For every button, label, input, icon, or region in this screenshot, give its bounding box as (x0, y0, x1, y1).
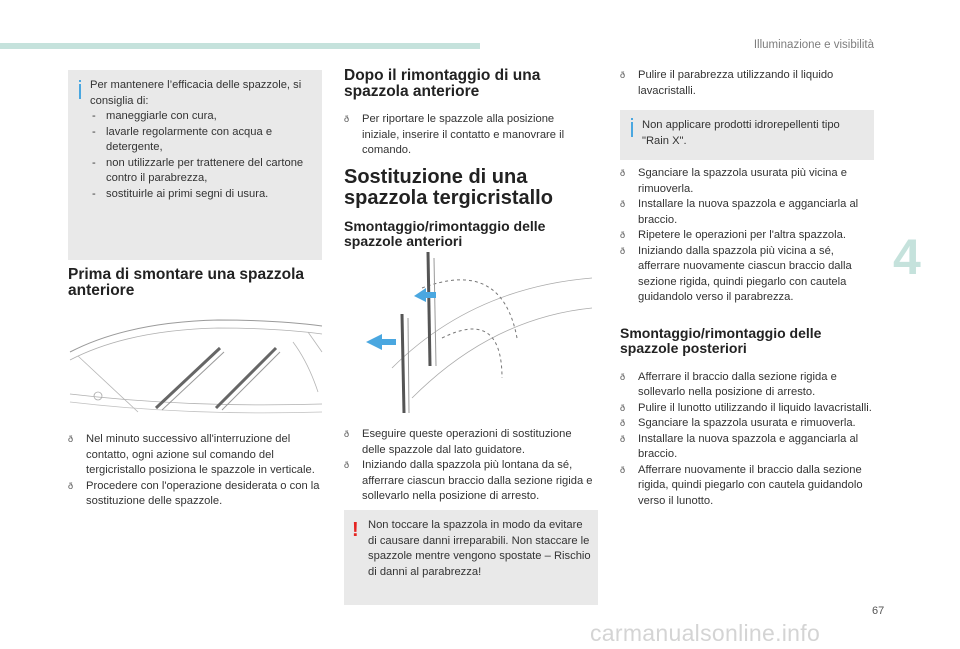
info-icon (631, 122, 633, 137)
info-text: Non applicare prodotti idrorepellenti tipo "Rain X". (642, 119, 840, 147)
info-item: - sostituirle ai primi segni di usura. (90, 187, 316, 203)
bullet-item: ð Afferrare il braccio dalla sezione rigida e sollevarlo nella posizione di arresto. (620, 370, 874, 401)
bullet-item: ð Pulire il parabrezza utilizzando il liquido lavacristalli. (620, 68, 874, 99)
warning-box (344, 510, 598, 605)
bullet-item: ð Afferrare nuovamente il braccio dalla sezione rigida, quindi piegarlo con cautela guidandolo verso il lunotto. (620, 463, 874, 510)
warning-icon: ! (352, 519, 359, 541)
bullet-item: ð Eseguire queste operazioni di sostituzione delle spazzole dal lato guidatore. (344, 427, 598, 458)
bullet-item: ð Iniziando dalla spazzola più vicina a sé, afferrare nuovamente ciascun braccio dalla sezione rigida, quindi piegarlo con cautela guidandolo verso il parabrezza. (620, 244, 874, 306)
info-box-maintenance (68, 70, 322, 260)
section-title: Illuminazione e visibilità (753, 39, 874, 51)
bullet-item: ð Per riportare le spazzole alla posizione iniziale, inserire il contatto e manovrare il comando. (344, 112, 594, 159)
info-box-rainx (620, 110, 874, 160)
bullet-item: ð Sganciare la spazzola usurata e rimuoverla. (620, 416, 874, 432)
wiper-raise-illustration (352, 248, 592, 414)
heading-before-removal: Prima di smontare una spazzola anteriore (68, 266, 305, 299)
bullet-item: ð Installare la nuova spazzola e agganciarla al braccio. (620, 432, 874, 463)
info-icon (79, 84, 81, 99)
bullet-item: ð Procedere con l'operazione desiderata o con la sostituzione delle spazzole. (68, 479, 322, 510)
info-item: - maneggiarle con cura, (90, 109, 316, 125)
heading-rear-wipers: Smontaggio/rimontaggio delle spazzole posteriori (620, 324, 822, 356)
page-number: 67 (872, 605, 885, 617)
bullet-item: ð Iniziando dalla spazzola più lontana da sé, afferrare ciascun braccio dalla sezione rigida e sollevarlo nella posizione di arresto. (344, 458, 598, 505)
warning-text: Non toccare la spazzola in modo da evitare di causare danni irreparabili. Non staccare le spazzole mentre vengono spostate – Rischio di danni al parabrezza! (368, 519, 591, 578)
info-intro: Per mantenere l’efficacia delle spazzole, si consiglia di: (90, 79, 302, 107)
header-bar (0, 43, 480, 49)
watermark: carmanualsonline.info (590, 620, 821, 646)
windshield-wipers-illustration (68, 312, 324, 420)
bullet-item: ð Nel minuto successivo all'interruzione del contatto, ogni azione sul comando del tergicristallo posiziona le spazzole in verticale. (68, 432, 322, 479)
bullet-item: ð Installare la nuova spazzola e agganciarla al braccio. (620, 197, 874, 228)
info-item: - lavarle regolarmente con acqua e detergente, (90, 125, 316, 156)
chapter-number: 4 (893, 229, 921, 285)
heading-front-wipers: Smontaggio/rimontaggio delle spazzole anteriori (344, 217, 546, 249)
bullet-item: ð Sganciare la spazzola usurata più vicina e rimuoverla. (620, 166, 874, 197)
bullet-item: ð Pulire il lunotto utilizzando il liquido lavacristalli. (620, 401, 874, 417)
info-item: - non utilizzarle per trattenere del cartone contro il parabrezza, (90, 156, 316, 187)
heading-after-refit: Dopo il rimontaggio di una spazzola anteriore (344, 67, 541, 100)
bullet-item: ð Ripetere le operazioni per l'altra spazzola. (620, 228, 874, 244)
heading-wiper-replacement: Sostituzione di una spazzola tergicristallo (344, 165, 553, 209)
